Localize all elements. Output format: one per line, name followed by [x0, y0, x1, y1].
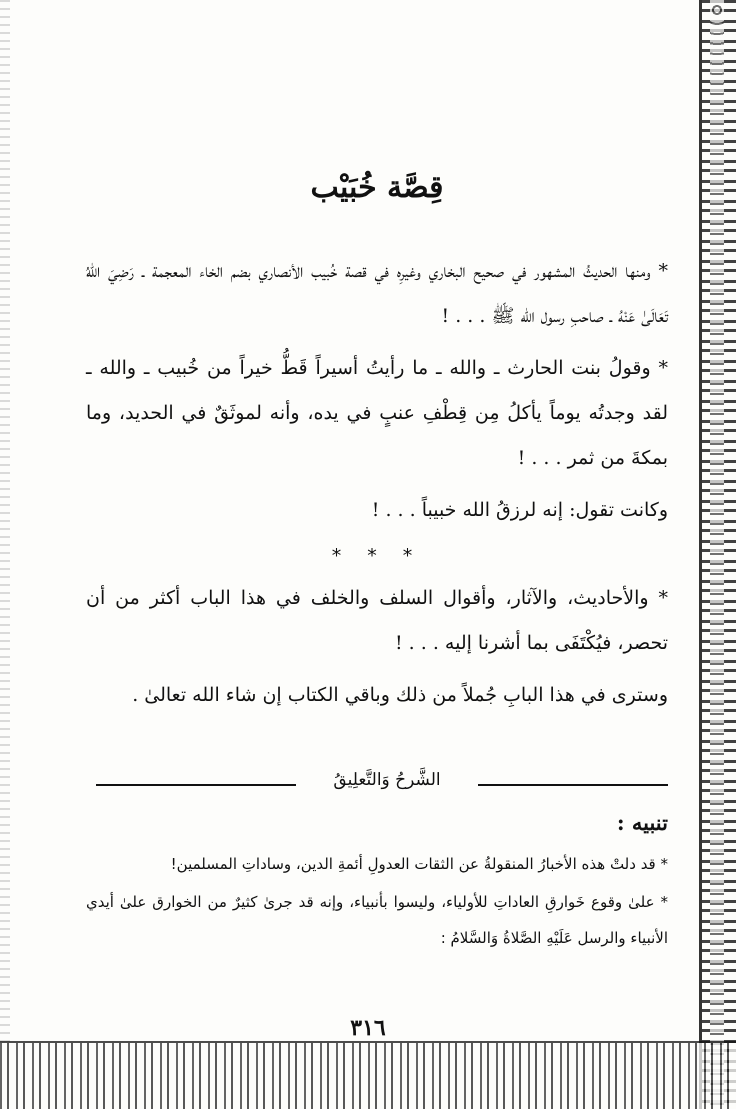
decorative-border-bottom — [0, 1041, 736, 1109]
page-number: ٣١٦ — [350, 1015, 386, 1041]
decorative-border-right — [699, 0, 736, 1109]
section-title: قِصَّة خُبَيْب — [310, 170, 444, 205]
note-heading: تنبيه : — [616, 810, 668, 835]
commentary-divider — [96, 770, 668, 798]
divider-rule-right — [478, 784, 668, 786]
note-2: * علىٰ وقوع خَوارقِ العاداتِ للأولياء، وليسوا بأنبياء، وإنه قد جرىٰ كثيرٌ من الخوارق علىٰ أيدي الأنبياء والرسل عَلَيْهِ الصَّلاةُ وَالسَّلامُ : — [86, 893, 668, 947]
paragraph-4: * والأحاديث، والآثار، وأقوال السلف والخلف في هذا الباب أكثر من أن تحصر، فيُكْتَفَى بما أشرنا إليه . . . ! — [86, 587, 668, 654]
paragraph-2: * وقولُ بنت الحارث ـ والله ـ ما رأيتُ أسيراً قَطُّ خيراً من خُبيب ـ والله ـ لقد وجدتُه يوماً يأكلُ مِن قِطْفِ عنبٍ في يده، وأنه لموثَقٌ في الحديد، وما بمكةَ من ثمر . . . ! — [86, 357, 668, 469]
left-edge-texture — [0, 0, 10, 1043]
section-separator-stars: * * * — [331, 545, 423, 567]
note-1: * قد دلتْ هذه الأخبارُ المنقولةُ عن الثقات العدولِ أئمةِ الدين، وساداتِ المسلمين! — [170, 855, 668, 873]
divider-rule-left — [96, 784, 296, 786]
paragraph-3: وكانت تقول: إنه لرزقُ الله خبيباً . . . ! — [371, 499, 668, 521]
commentary-notes — [86, 806, 668, 958]
paragraph-1: * ومنها الحديثُ المشهور في صحيح البخاري وغيرِه في قصة خُبيب الأنصاري بضم الخاء المعجمة ـ رَضِيَ اللهُ تَعَالَىٰ عَنْهُ ـ صاحبِ رسول الله ﷺ . . . ! — [86, 260, 668, 327]
paragraph-5: وسترى في هذا البابِ جُملاً من ذلك وباقي الكتاب إن شاء الله تعالىٰ . — [132, 684, 668, 706]
commentary-heading: الشَّرحُ وَالتَّعلِيقُ — [333, 770, 441, 790]
main-text — [86, 170, 668, 725]
